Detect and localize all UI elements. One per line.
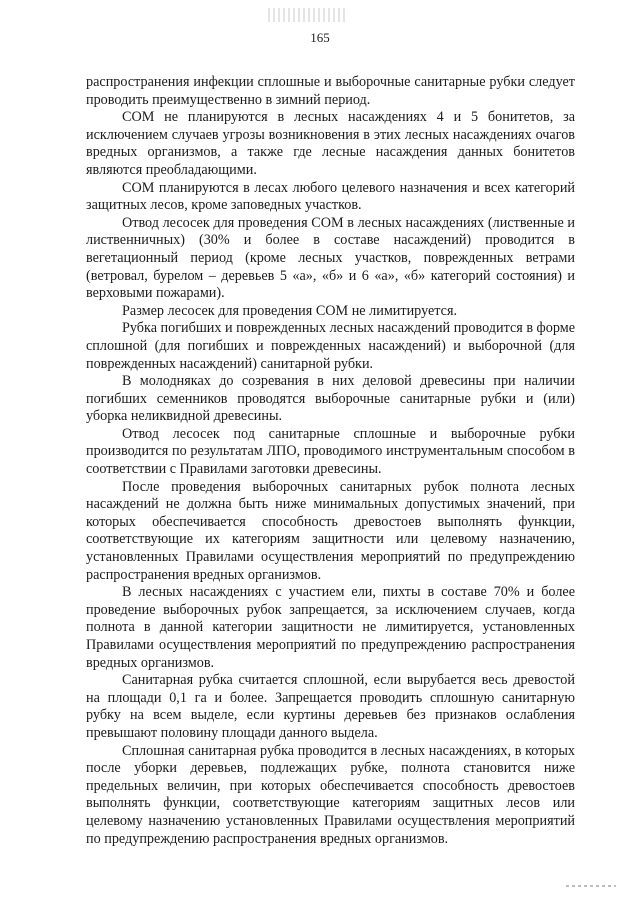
scan-artifact-top <box>268 8 348 22</box>
paragraph-5: Размер лесосек для проведения СОМ не лимитируется. <box>122 302 458 319</box>
paragraph-3: СОМ планируются в лесах любого целевого назначения и всех категорий защитных лесов, кроме заповедных участков. <box>86 179 575 214</box>
paragraph-7: В молодняках до созревания в них деловой древесины при наличии погибших семенников проводятся выборочные санитарные рубки и (или) уборка неликвидной древесины. <box>86 373 575 425</box>
paragraph-2: СОМ не планируются в лесных насаждениях 4 и 5 бонитетов, за исключением случаев угрозы возникновения в этих лесных насаждениях очагов вредных организмов, а также где лесные насаждения данных бонитетов являются преобладающими. <box>86 109 575 178</box>
paragraph-10: В лесных насаждениях с участием ели, пихты в составе 70% и более проведение выборочных рубок запрещается, за исключением случаев, когда полнота в данной категории защитности не лимитируется, установленных Правилами осуществления мероприятий по предупреждению распространения вредных организмов. <box>86 584 575 671</box>
paragraph-11: Санитарная рубка считается сплошной, если вырубается весь древостой на площади 0,1 га и более. Запрещается проводить сплошную санитарную рубку на всем выделе, если куртины деревьев без признаков ослабления превышают половину площади данного выдела. <box>86 672 575 741</box>
paragraph-8: Отвод лесосек под санитарные сплошные и выборочные рубки производится по результатам ЛПО, проводимого инструментальным способом в соответствии с Правилами заготовки древесины. <box>86 425 575 478</box>
paragraph-4: Отвод лесосек для проведения СОМ в лесных насаждениях (лиственные и лиственничных) (30% и более в составе насаждений) проводится в вегетационный период (кроме лесных участков, поврежденных ветрами (ветровал, бурелом – деревьев 5 «а», «б» и 6 «а», «б» категорий состояния) и верховыми пожарами). <box>86 214 575 302</box>
document-body <box>86 74 575 848</box>
paragraph-12: Сплошная санитарная рубка проводится в лесных насаждениях, в которых после уборки деревьев, подлежащих рубке, полнота становится ниже предельных величин, при которых обеспечивается способность древостоев выполнять функции, соответствующие категориям защитных лесов или целевому назначению установленных Правилами осуществления мероприятий по предупреждению распространения вредных организмов. <box>86 742 575 847</box>
scan-artifact-bottom <box>566 885 616 887</box>
paragraph-9: После проведения выборочных санитарных рубок полнота лесных насаждений не должна быть ниже минимальных допустимых значений, при которых обеспечивается способность древостоев выполнять функции, соответствующие их категориям защитности или целевому назначению, установленных Правилами осуществления мероприятий по предупреждению распространения вредных организмов. <box>86 478 575 583</box>
paragraph-1: распространения инфекции сплошные и выборочные санитарные рубки следует проводить преимущественно в зимний период. <box>86 74 575 108</box>
page-number: 165 <box>310 30 330 45</box>
paragraph-6: Рубка погибших и поврежденных лесных насаждений проводится в форме сплошной (для погибших и поврежденных насаждений) и выборочной (для поврежденных насаждений) санитарной рубки. <box>86 320 576 372</box>
